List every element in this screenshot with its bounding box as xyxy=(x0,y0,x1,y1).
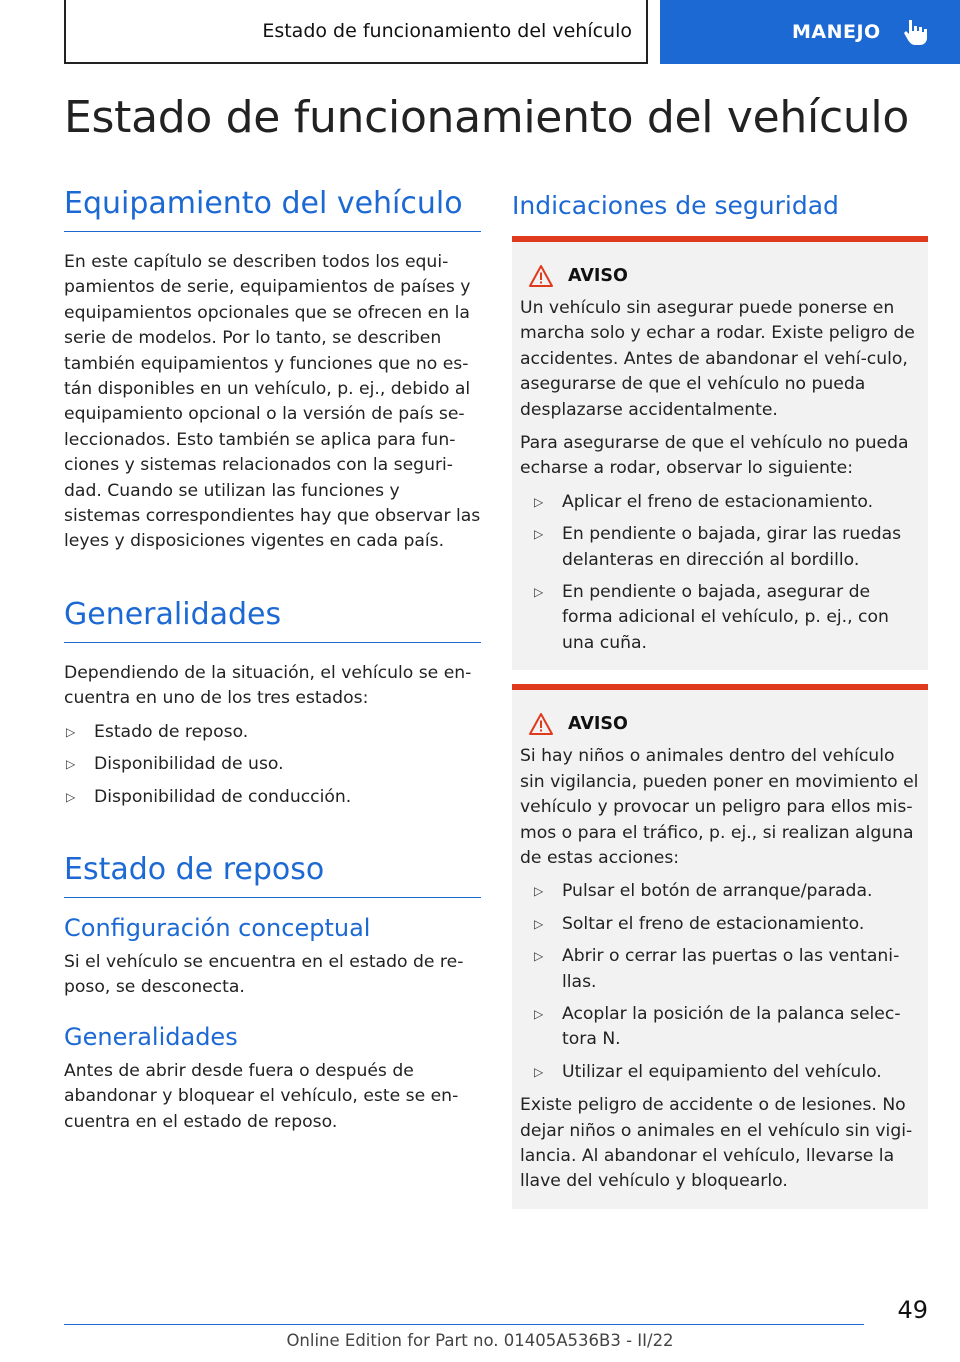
warning-list xyxy=(520,879,920,1085)
concept-paragraph: Si el vehículo se encuentra en el estado de re-poso, se desconecta. xyxy=(64,951,464,998)
warning-header xyxy=(528,264,920,288)
running-header xyxy=(64,0,648,64)
footer-divider xyxy=(64,1324,864,1325)
equipment-paragraph: En este capítulo se describen todos los equi-pamientos de serie, equipamientos de países y equipamientos opcionales que se ofrecen en la serie de modelos. Por lo tanto, se describen también equipamientos y funciones que no es-tán disponibles en un vehículo, p. ej., debido al equipamiento opcional o la versión de país se-leccionados. Esto también se aplica para fun-ciones y sistemas relacionados con la seguri-dad. Cuando se utilizan las funciones y sistemas correspondientes hay que observar las leyes y disposiciones vigentes en cada país. xyxy=(64,252,481,552)
warning-label: AVISO xyxy=(568,266,628,286)
bullet-triangle-icon: ▷ xyxy=(66,757,76,772)
left-column xyxy=(64,186,481,1135)
warning-triangle-icon xyxy=(528,264,554,288)
list-item: ▷ Soltar el freno de estacionamiento. xyxy=(520,912,920,937)
list-item: ▷ Disponibilidad de uso. xyxy=(64,752,481,777)
bullet-triangle-icon: ▷ xyxy=(534,949,544,964)
bullet-triangle-icon: ▷ xyxy=(534,1064,544,1079)
running-header-title: Estado de funcionamiento del vehículo xyxy=(262,20,632,42)
bullet-triangle-icon: ▷ xyxy=(66,789,76,804)
warning-list xyxy=(520,490,920,656)
warning-text: Existe peligro de accidente o de lesiones. No dejar niños o animales en el vehículo sin vigi-lancia. Al abandonar el vehículo, llevarse la llave del vehículo y bloquearlo. xyxy=(520,1095,913,1192)
warning-text: Si hay niños o animales dentro del vehículo sin vigilancia, pueden poner en movimiento el vehículo y provocar un peligro para ellos mis-mos o para el tráfico, p. ej., si realizan alguna de estas acciones: xyxy=(520,746,919,868)
page-number: 49 xyxy=(897,1296,928,1324)
section-title-safety: Indicaciones de seguridad xyxy=(512,191,839,220)
list-item: ▷ Disponibilidad de conducción. xyxy=(64,785,481,810)
bullet-triangle-icon: ▷ xyxy=(534,1006,544,1021)
general-paragraph: Dependiendo de la situación, el vehículo se en-cuentra en uno de los tres estados: xyxy=(64,662,472,709)
page-title: Estado de funcionamiento del vehículo xyxy=(64,92,909,143)
bullet-triangle-icon: ▷ xyxy=(66,724,76,739)
subsection-title-general: Generalidades xyxy=(64,1022,238,1051)
list-item: ▷ Aplicar el freno de estacionamiento. xyxy=(520,490,920,515)
list-item: ▷ En pendiente o bajada, girar las ruedas delanteras en dirección al bordillo. xyxy=(534,524,902,570)
states-list xyxy=(64,720,481,810)
chapter-tab[interactable] xyxy=(660,0,960,64)
general2-paragraph: Antes de abrir desde fuera o después de abandonar y bloquear el vehículo, este se en-cuentra en el estado de reposo. xyxy=(64,1060,459,1132)
warning-text: Para asegurarse de que el vehículo no pueda echarse a rodar, observar lo siguiente: xyxy=(520,433,909,479)
hand-pointer-icon xyxy=(903,18,929,46)
warning-box-1 xyxy=(512,236,928,670)
bullet-triangle-icon: ▷ xyxy=(534,585,544,600)
section-title-equipment: Equipamiento del vehículo xyxy=(64,186,481,232)
bullet-triangle-icon: ▷ xyxy=(534,884,544,899)
warning-label: AVISO xyxy=(568,714,628,735)
section-title-rest-state: Estado de reposo xyxy=(64,852,481,898)
chapter-tab-label: MANEJO xyxy=(792,21,881,43)
warning-header xyxy=(528,712,920,736)
list-item: ▷ Estado de reposo. xyxy=(64,720,481,745)
list-item: ▷ Abrir o cerrar las puertas o las ventani-llas. xyxy=(534,946,900,992)
right-column xyxy=(512,186,928,1209)
bullet-triangle-icon: ▷ xyxy=(534,494,544,509)
bullet-triangle-icon: ▷ xyxy=(534,527,544,542)
footer-edition: Online Edition for Part no. 01405A536B3 - II/22 xyxy=(286,1331,674,1350)
subsection-title-concept: Configuración conceptual xyxy=(64,913,371,942)
list-item: ▷ Pulsar el botón de arranque/parada. xyxy=(520,879,920,904)
warning-triangle-icon xyxy=(528,712,554,736)
section-title-general: Generalidades xyxy=(64,597,481,643)
warning-box-2 xyxy=(512,684,928,1209)
list-item: ▷ Utilizar el equipamiento del vehículo. xyxy=(520,1060,920,1085)
bullet-triangle-icon: ▷ xyxy=(534,916,544,931)
list-item: ▷ Acoplar la posición de la palanca selec-tora N. xyxy=(534,1003,901,1050)
warning-text: Un vehículo sin asegurar puede ponerse en marcha solo y echar a rodar. Existe peligro de accidentes. Antes de abandonar el vehí-culo, asegurarse de que el vehículo no pueda desplazarse accidentalmente. xyxy=(520,298,915,420)
list-item: ▷ En pendiente o bajada, asegurar de forma adicional el vehículo, p. ej., con una cuña. xyxy=(534,582,889,653)
